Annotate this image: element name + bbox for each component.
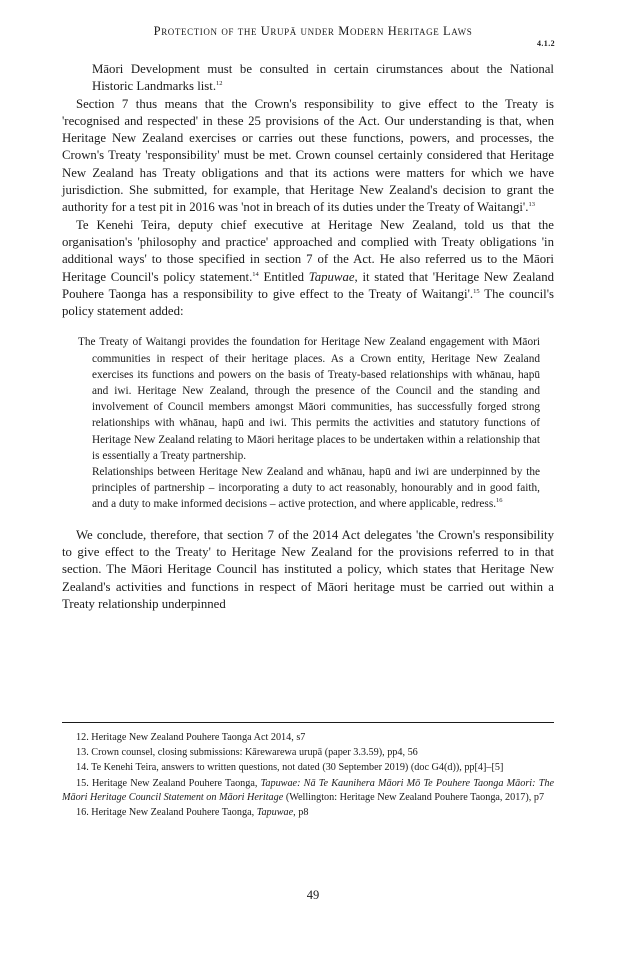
paragraph-text: Māori Development must be consulted in certain cirumstances about the National Historic Landmarks list. — [92, 62, 554, 94]
main-text — [62, 61, 554, 613]
paragraph — [62, 96, 554, 217]
quote-paragraph: The Treaty of Waitangi provides the foundation for Heritage New Zealand engagement with Māori communities in respect of their heritage places. As a Crown entity, Heritage New Zealand exercises its functions and powers on the basis of Treaty-based relationships with whānau, hapū and iwi. Heritage New Zealand, through the presence of the Council and the standing and involvement of Council members amongst Māori communities, has successfully forged strong relationships with whānau, hapū and iwi. This permits the activities and statutory functions of Heritage New Zealand relating to Māori heritage places to be undertaken within a relationship that is essentially a Treaty partnership. — [78, 336, 540, 462]
publication-title: Tapuwae — [308, 269, 355, 284]
quote-text: Relationships between Heritage New Zealand and whānau, hapū and iwi are underpinned by the principles of partnership – incorporating a duty to act reasonably, honourably and in good faith, and a duty to make informed decisions – active protection, and where applicable, redress. — [92, 466, 540, 511]
footnote-text: (Wellington: Heritage New Zealand Pouhere Taonga, 2017), p7 — [283, 791, 545, 803]
paragraph-text: The council's policy statement added: — [62, 286, 554, 319]
page-number: 49 — [306, 888, 320, 902]
footnote: 12. Heritage New Zealand Pouhere Taonga Act 2014, s7 — [76, 732, 306, 743]
quote-paragraph — [78, 464, 540, 513]
footnote: 13. Crown counsel, closing submissions: Kārewarewa urupā (paper 3.3.59), pp4, 56 — [76, 747, 418, 759]
block-quote — [78, 334, 540, 512]
paragraph-text: , it stated that 'Heritage New Zealand Pouhere Taonga has a responsibility to give effect to the Treaty of Waitangi'. — [62, 269, 554, 301]
publication-title: Tapuwae: Nā Te Kaunihera Māori Mō Te Pouhere Taonga Māori: The Māori Heritage Council Statement on Māori Heritage — [62, 777, 554, 803]
running-header: Protection of the Urupā under Modern Heritage Laws — [153, 24, 473, 38]
paragraph-text: Entitled — [258, 269, 309, 284]
footnote-ref[interactable]: 12 — [216, 80, 223, 88]
publication-title: Tapuwae — [256, 807, 294, 819]
footnote-ref[interactable]: 15 — [473, 287, 480, 295]
paragraph-continued — [62, 61, 554, 96]
footnote-ref[interactable]: 14 — [252, 270, 259, 278]
footnote — [62, 806, 554, 820]
paragraph — [62, 217, 554, 321]
footnote-text: , p8 — [293, 807, 309, 819]
paragraph: We conclude, therefore, that section 7 of the 2014 Act delegates 'the Crown's responsibility to give effect to the Treaty' to Heritage New Zealand for the provisions referred to in that section. The Māori Heritage Council has instituted a policy, which states that Heritage New Zealand's activities and functions in respect of Māori heritage must be carried out within a Treaty relationship underpinned — [62, 527, 554, 611]
footnote-ref[interactable]: 13 — [528, 201, 535, 209]
footnote-ref[interactable]: 16 — [496, 497, 503, 505]
footnote-divider — [62, 722, 554, 723]
footnote: 14. Te Kenehi Teira, answers to written questions, not dated (30 September 2019) (doc G4(d)), pp[4]–[5] — [76, 762, 504, 774]
section-number: 4.1.2 — [537, 39, 555, 48]
paragraph-text: Te Kenehi Teira, deputy chief executive at Heritage New Zealand, told us that the organisation's 'philosophy and practice' approached and complied with Treaty obligations 'in additional ways' to those specified in section 7 of the Act. He also referred us to the Māori Heritage Council's policy statement. — [62, 217, 554, 284]
footnotes — [62, 731, 554, 821]
footnote-text: 15. Heritage New Zealand Pouhere Taonga, — [76, 777, 261, 789]
footnote-text: 16. Heritage New Zealand Pouhere Taonga, — [76, 807, 257, 819]
paragraph-text: Section 7 thus means that the Crown's responsibility to give effect to the Treaty is 'recognised and respected' in these 25 provisions of the Act. Our understanding is that, when Heritage New Zealand exercises or carries out these functions, powers, and processes, the Crown's Treaty 'responsibility' must be met. Crown counsel certainly considered that Heritage New Zealand has Treaty obligations and that its actions were matters for which we have jurisdiction. She submitted, for example, that Heritage New Zealand's decision to grant the authority for a test pit in 2016 was 'not in breach of its duties under the Treaty of Waitangi'. — [62, 96, 554, 215]
footnote — [62, 777, 554, 805]
